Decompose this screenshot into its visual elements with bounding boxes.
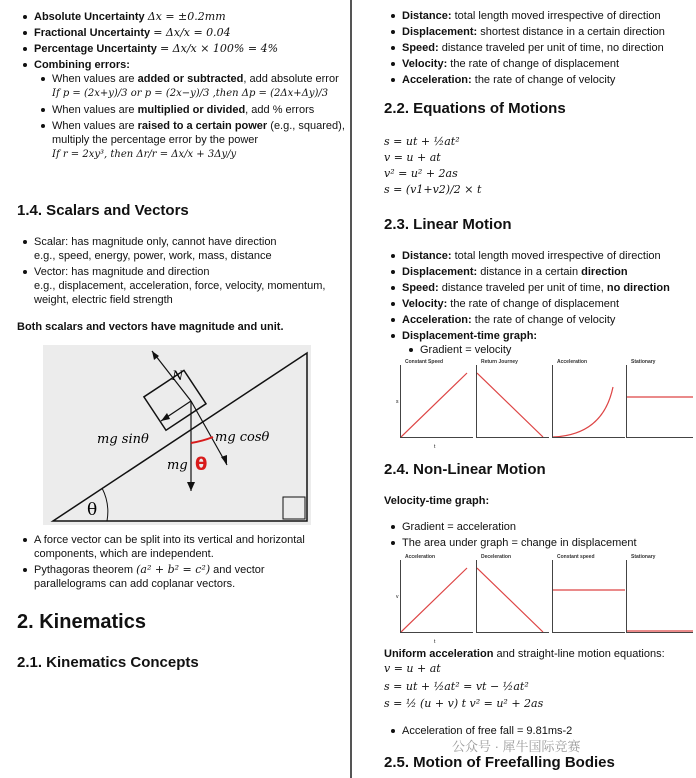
dt-graph-stationary bbox=[626, 359, 693, 438]
pythagoras-pre: Pythagoras theorem bbox=[34, 564, 137, 576]
vector-examples: e.g., displacement, acceleration, force, velocity, momentum, weight, electric field strength bbox=[34, 280, 326, 306]
linear-displacement-item bbox=[402, 265, 696, 279]
linear-motion-list bbox=[386, 249, 696, 359]
concept-item bbox=[402, 73, 696, 87]
add-rule-example: If p = (2x+y)/3 or p = (2x−y)/3 ,then Δp = (2Δx+Δy)/3 bbox=[52, 88, 329, 99]
percentage-label: Percentage Uncertainty bbox=[34, 43, 157, 55]
mg-label: mg bbox=[167, 458, 188, 473]
graph-plot bbox=[477, 560, 549, 632]
axis-label-v: v bbox=[396, 594, 399, 600]
multiply-rule-pre: When values are bbox=[52, 104, 138, 116]
eom-equation: s = ut + ½at² bbox=[384, 135, 460, 148]
eom-equation: v² = u² + 2as bbox=[384, 167, 458, 180]
graph-plot bbox=[553, 560, 625, 632]
absolute-eq: Δx = ±0.2mm bbox=[147, 10, 226, 23]
linear-speed-item bbox=[402, 281, 696, 295]
eom-equation: s = (v1+v2)/2 × t bbox=[384, 183, 482, 196]
graph-title: Deceleration bbox=[481, 554, 512, 560]
linear-term: Velocity: bbox=[402, 298, 448, 310]
fractional-label: Fractional Uncertainty bbox=[34, 27, 151, 39]
concept-term: Velocity: bbox=[402, 58, 448, 70]
linear-desc: distance traveled per unit of time, bbox=[438, 282, 607, 294]
absolute-uncertainty-item bbox=[34, 10, 359, 24]
graph-title: Stationary bbox=[631, 359, 656, 365]
power-rule-pre: When values are bbox=[52, 120, 138, 132]
pythagoras-eq: (a² + b² = c²) bbox=[136, 563, 211, 576]
graph-line bbox=[401, 373, 467, 437]
graph-line bbox=[477, 373, 543, 437]
uniform-equation: s = ut + ½at² = vt − ½at² bbox=[384, 680, 529, 693]
vt-graph-stationary bbox=[626, 554, 693, 633]
multiply-rule-post: , add % errors bbox=[245, 104, 315, 116]
linear-acceleration-item bbox=[402, 313, 696, 327]
multiply-rule-bold: multiplied or divided bbox=[137, 104, 246, 116]
axis-label-t: t bbox=[434, 639, 436, 645]
axis-label-t: t bbox=[434, 444, 436, 450]
linear-term: Acceleration: bbox=[402, 314, 472, 326]
linear-bold: no direction bbox=[606, 282, 670, 294]
percentage-eq: = Δx/x × 100% = 4% bbox=[159, 42, 279, 55]
gradient-velocity-item: Gradient = velocity bbox=[420, 343, 696, 357]
watermark: 公众号 · 犀牛国际竞赛 bbox=[452, 739, 581, 754]
linear-distance-item bbox=[402, 249, 696, 263]
red-theta: θ bbox=[195, 454, 208, 475]
add-rule-pre: When values are bbox=[52, 73, 138, 85]
linear-term: Distance: bbox=[402, 250, 452, 262]
graph-title: Return Journey bbox=[481, 359, 518, 365]
concept-desc: the rate of change of displacement bbox=[447, 58, 620, 70]
concept-desc: shortest distance in a certain direction bbox=[477, 26, 665, 38]
power-rule-bold: raised to a certain power bbox=[137, 120, 268, 132]
vt-graph-constant-speed bbox=[552, 554, 625, 633]
concept-desc: the rate of change of velocity bbox=[471, 74, 616, 86]
uniform-bold: Uniform acceleration bbox=[384, 648, 494, 660]
mgsin-arrowhead bbox=[161, 413, 170, 421]
vector-item bbox=[34, 265, 354, 307]
scalar-examples: e.g., speed, energy, power, work, mass, distance bbox=[34, 250, 272, 262]
linear-motion-heading: 2.3. Linear Motion bbox=[384, 216, 512, 233]
graph-line bbox=[401, 568, 467, 632]
freefall-heading: 2.5. Motion of Freefalling Bodies bbox=[384, 754, 615, 771]
force-split-item: A force vector can be split into its vertical and horizontal components, which are independent. bbox=[34, 533, 334, 561]
vt-list bbox=[386, 520, 696, 552]
concept-item bbox=[402, 9, 696, 23]
dt-graph-constant-speed bbox=[400, 359, 473, 438]
absolute-label: Absolute Uncertainty bbox=[34, 11, 145, 23]
concept-term: Acceleration: bbox=[402, 74, 472, 86]
angle-arc bbox=[102, 488, 108, 521]
kinematics-concepts-heading: 2.1. Kinematics Concepts bbox=[17, 654, 199, 671]
vt-item: Gradient = acceleration bbox=[402, 520, 696, 534]
concept-term: Speed: bbox=[402, 42, 439, 54]
dt-graph-sublist bbox=[402, 343, 696, 357]
vt-graph-acceleration bbox=[400, 554, 473, 633]
scalar-vector-list bbox=[18, 235, 354, 309]
scalars-vectors-heading: 1.4. Scalars and Vectors bbox=[17, 202, 189, 219]
inclined-plane-figure bbox=[43, 345, 311, 525]
pythagoras-post: and vector parallelograms can add coplanar vectors. bbox=[34, 564, 265, 590]
linear-desc: total length moved irrespective of direction bbox=[451, 250, 661, 262]
uncertainty-list bbox=[18, 10, 359, 164]
concepts-list bbox=[386, 9, 696, 89]
graph-plot bbox=[627, 365, 693, 437]
linear-desc: the rate of change of velocity bbox=[471, 314, 616, 326]
combining-sublist bbox=[34, 72, 359, 162]
axis-label-s: s bbox=[396, 399, 399, 405]
concept-desc: distance traveled per unit of time, no direction bbox=[438, 42, 664, 54]
dt-graph-term: Displacement-time graph: bbox=[402, 330, 538, 342]
left-column bbox=[0, 0, 346, 778]
graph-title: Constant Speed bbox=[405, 359, 444, 365]
concept-item bbox=[402, 57, 696, 71]
linear-velocity-item bbox=[402, 297, 696, 311]
graph-curve bbox=[553, 387, 613, 437]
normal-label: N bbox=[172, 369, 184, 384]
concept-term: Displacement: bbox=[402, 26, 478, 38]
dt-graph-acceleration bbox=[552, 359, 625, 438]
concept-desc: total length moved irrespective of direction bbox=[451, 10, 661, 22]
fractional-uncertainty-item bbox=[34, 26, 359, 40]
power-rule-example: If r = 2xy³, then Δr/r = Δx/x + 3Δy/y bbox=[52, 149, 237, 160]
add-rule bbox=[52, 72, 359, 101]
graph-title: Acceleration bbox=[405, 554, 436, 560]
multiply-rule bbox=[52, 103, 359, 117]
percentage-uncertainty-item bbox=[34, 42, 359, 56]
vt-graph-deceleration bbox=[476, 554, 549, 633]
linear-term: Speed: bbox=[402, 282, 439, 294]
linear-desc: the rate of change of displacement bbox=[447, 298, 620, 310]
free-fall-list bbox=[386, 724, 696, 740]
graph-plot bbox=[553, 365, 625, 437]
right-angle-mark bbox=[283, 497, 305, 519]
concept-item bbox=[402, 41, 696, 55]
graph-plot bbox=[401, 365, 473, 437]
concept-item bbox=[402, 25, 696, 39]
mgsin-label: mg sinθ bbox=[97, 432, 149, 447]
vt-graph-label: Velocity-time graph: bbox=[384, 495, 490, 507]
free-fall-item: Acceleration of free fall = 9.81ms-2 bbox=[402, 724, 696, 738]
mgcos-label: mg cosθ bbox=[215, 430, 270, 445]
pythagoras-item bbox=[34, 563, 334, 591]
nonlinear-heading: 2.4. Non-Linear Motion bbox=[384, 461, 546, 478]
linear-desc: distance in a certain bbox=[477, 266, 582, 278]
linear-term: Displacement: bbox=[402, 266, 478, 278]
graph-plot bbox=[627, 560, 693, 632]
vt-item: The area under graph = change in displacement bbox=[402, 536, 696, 550]
uniform-equation: s = ½ (u + v) t v² = u² + 2as bbox=[384, 697, 544, 710]
combining-label: Combining errors: bbox=[34, 59, 130, 71]
fractional-eq: = Δx/x = 0.04 bbox=[153, 26, 231, 39]
incline-theta: θ bbox=[87, 500, 98, 520]
eom-equation: v = u + at bbox=[384, 151, 441, 164]
graph-title: Acceleration bbox=[557, 359, 588, 365]
graph-line bbox=[477, 568, 543, 632]
graph-title: Constant speed bbox=[557, 554, 595, 560]
combining-errors-item bbox=[34, 58, 359, 162]
vector-text: Vector: has magnitude and direction bbox=[34, 266, 210, 278]
uniform-rest: and straight-line motion equations: bbox=[493, 648, 665, 660]
weight-arrowhead bbox=[187, 482, 195, 491]
inclined-plane-diagram bbox=[43, 345, 311, 525]
add-rule-bold: added or subtracted bbox=[137, 73, 244, 85]
kinematics-heading: 2. Kinematics bbox=[17, 611, 146, 633]
dt-graph-return-journey bbox=[476, 359, 549, 438]
concept-term: Distance: bbox=[402, 10, 452, 22]
graph-plot bbox=[401, 560, 473, 632]
right-column bbox=[356, 0, 696, 778]
linear-bold: direction bbox=[581, 266, 628, 278]
power-rule-post: (e.g., squared), multiply the percentage error by the power bbox=[52, 120, 345, 146]
both-note: Both scalars and vectors have magnitude and unit. bbox=[17, 321, 284, 333]
graph-title: Stationary bbox=[631, 554, 656, 560]
uniform-acceleration-line bbox=[384, 647, 696, 661]
eom-heading: 2.2. Equations of Motions bbox=[384, 100, 566, 117]
add-rule-post: , add absolute error bbox=[243, 73, 339, 85]
red-angle-arc bbox=[191, 437, 213, 443]
vector-notes-list bbox=[18, 533, 334, 593]
scalar-text: Scalar: has magnitude only, cannot have direction bbox=[34, 236, 277, 248]
dt-graph-item bbox=[402, 329, 696, 357]
power-rule bbox=[52, 119, 359, 162]
graph-plot bbox=[477, 365, 549, 437]
scalar-item bbox=[34, 235, 354, 263]
uniform-equation: v = u + at bbox=[384, 662, 441, 675]
